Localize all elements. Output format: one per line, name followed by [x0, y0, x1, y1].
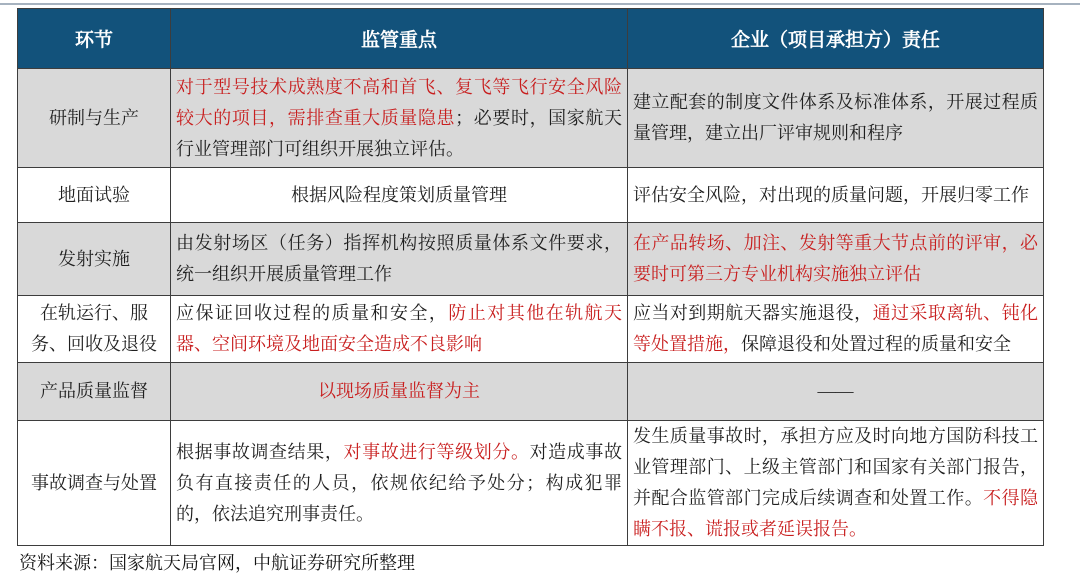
stage-cell: 研制与生产: [18, 69, 171, 168]
text-segment: 建立配套的制度文件体系及标准体系，开展过程质量管理，建立出厂评审规则和程序: [633, 92, 1038, 143]
text-segment: 对于型号技术成熟度不高和首飞、复飞等飞行安全风险较大的项目，需排查重大质量隐患: [176, 76, 622, 128]
top-divider-line: [0, 3, 1080, 5]
stage-cell: 事故调查与处置: [18, 421, 171, 546]
enterprise-cell: [628, 296, 1044, 363]
text-segment: 根据风险程度策划质量管理: [291, 184, 507, 205]
text-segment: 保障退役和处置过程的质量和安全: [741, 334, 1011, 354]
regulation-cell: [171, 69, 628, 168]
text-segment: 发生质量事故时，承担方应及时向地方国防科技工业管理部门、上级主管部门和国家有关部门报告，并配合监管部门完成后续调查和处置工作。: [633, 426, 1038, 508]
regulation-cell: [171, 296, 628, 363]
table-row-in-orbit-operation: [18, 296, 1044, 363]
text-segment: 对事故进行等级划分。: [343, 441, 530, 462]
table-row-product-quality-supervision: [18, 363, 1044, 421]
stage-cell: 地面试验: [18, 168, 171, 223]
text-segment: 应当对到期航天器实施退役，: [633, 303, 873, 323]
enterprise-cell: [628, 168, 1044, 223]
table-row-ground-test: [18, 168, 1044, 223]
regulation-table: [17, 8, 1044, 546]
text-segment: 评估安全风险，对出现的质量问题，开展归零工作: [633, 184, 1029, 205]
text-segment: 在产品转场、加注、发射等重大节点前的评审，必要时可第三方专业机构实施独立评估: [633, 233, 1038, 284]
text-segment: 由发射场区（任务）指挥机构按照质量体系文件要求，统一组织开展质量管理工作: [176, 233, 622, 284]
regulation-cell: [171, 363, 628, 421]
enterprise-cell: [628, 69, 1044, 168]
text-segment: 防止对其他在轨航天器、空间环境及地面安全造成不良影响: [176, 303, 623, 354]
text-segment: 不得隐瞒不报、谎报或者延误报告。: [633, 488, 1038, 539]
enterprise-cell: [628, 363, 1044, 421]
table-row-develop-production: [18, 69, 1044, 168]
source-note: 资料来源：国家航天局官网，中航证券研究所整理: [19, 553, 415, 573]
table-row-launch-implementation: [18, 223, 1044, 296]
header-regulation-focus: 监管重点: [171, 9, 628, 69]
header-enterprise-responsibility: 企业（项目承担方）责任: [628, 9, 1044, 69]
table-header-row: [18, 9, 1044, 69]
regulation-cell: [171, 421, 628, 546]
enterprise-cell: [628, 223, 1044, 296]
text-segment: 对造成事故负有直接责任的人员，依规依纪给予处分；构成犯罪的，依法追究刑事责任。: [176, 441, 623, 524]
table-row-accident-investigation: [18, 421, 1044, 546]
text-segment: 应保证回收过程的质量和安全，: [176, 303, 449, 323]
stage-cell: 产品质量监督: [18, 363, 171, 421]
stage-cell: 在轨运行、服务、回收及退役: [18, 296, 171, 363]
text-segment: 通过采取离轨、钝化等处置措施，: [633, 303, 1039, 354]
enterprise-cell: [628, 421, 1044, 546]
stage-cell: 发射实施: [18, 223, 171, 296]
text-segment: ；必要时，国家航天行业管理部门可组织开展独立评估。: [176, 107, 623, 159]
text-segment: 根据事故调查结果，: [176, 441, 344, 462]
header-stage: 环节: [18, 9, 171, 69]
text-segment: 以现场质量监督为主: [318, 381, 480, 401]
regulation-cell: [171, 168, 628, 223]
text-segment: ——: [817, 381, 854, 401]
regulation-cell: [171, 223, 628, 296]
